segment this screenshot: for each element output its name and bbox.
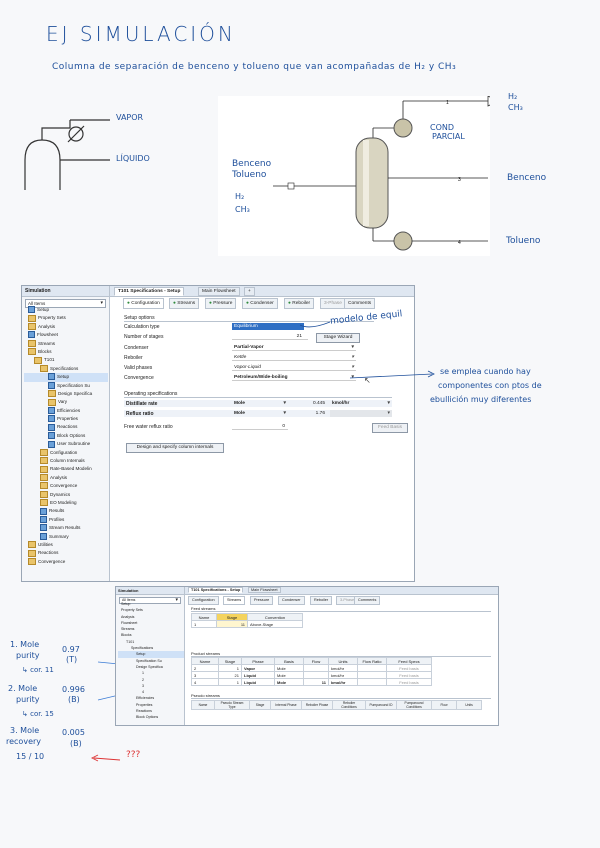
col-header: Units [457, 701, 482, 710]
convergence-select[interactable]: Petroleum/Wide-boiling ▾ [232, 374, 356, 381]
subtab-3phase[interactable]: 3-Phase [320, 298, 346, 309]
tree-item[interactable]: Utilities [24, 541, 108, 549]
tab-main-flowsheet[interactable]: Main Flowsheet [198, 287, 240, 296]
col-header: Name [192, 614, 217, 621]
feed-streams-header: Feed streams [191, 606, 491, 612]
tree-item[interactable]: Results [24, 507, 108, 515]
tree-item[interactable]: Efficiencies [24, 407, 108, 415]
tree-item[interactable]: Reactions [24, 423, 108, 431]
cond-label: COND [430, 123, 455, 132]
aspen-window-streams [115, 586, 499, 726]
recovery-line: 3. Mole [10, 726, 40, 735]
op-specs-header: Operating specifications [124, 391, 392, 398]
tree-item[interactable]: Dynamics [24, 491, 108, 499]
tolueno-in-label: Tolueno [232, 170, 267, 180]
liquido-label: LÍQUIDO [116, 154, 150, 163]
cell[interactable] [304, 672, 329, 679]
tree-item[interactable]: Properties [24, 415, 108, 423]
calc-type-label: Calculation type [124, 324, 160, 330]
table-row[interactable] [192, 621, 303, 628]
modelo-note: modelo de equil [329, 309, 403, 327]
recovery-component: (B) [70, 739, 82, 748]
col-header: Pumparound ID [366, 701, 397, 710]
subtab-streams[interactable]: Streams [223, 596, 245, 605]
subtab-3phase[interactable]: 3-Phase [336, 596, 358, 605]
tree-item[interactable]: EO Modeling [24, 499, 108, 507]
col-header: Stage [250, 701, 271, 710]
col-header: Reboiler Conditions [333, 701, 366, 710]
tree-item[interactable]: Profiles [24, 516, 108, 524]
col-header: Stage [219, 658, 242, 665]
check-icon: ● [173, 301, 176, 306]
tree-item[interactable]: T101 [24, 356, 108, 364]
col-header: Internal Phase [271, 701, 302, 710]
purity-1-component: (T) [66, 655, 78, 664]
tab-t101-setup[interactable]: T101 Specifications - Setup [188, 587, 243, 593]
tree-item[interactable]: Convergence [24, 482, 108, 490]
tree-item[interactable]: Specifications [24, 365, 108, 373]
benceno-out-label: Benceno [507, 173, 547, 183]
tree-item[interactable]: Flowsheet [121, 620, 138, 625]
tree-item[interactable]: Blocks [121, 633, 132, 638]
ch3-in-label: CH₃ [235, 205, 250, 214]
vapor-label: VAPOR [116, 113, 144, 122]
tree-item[interactable]: Blocks [24, 348, 108, 356]
subtab-condenser[interactable]: Condenser [278, 596, 305, 605]
tree-item[interactable]: Specification Su [24, 382, 108, 390]
col-header: Convention [248, 614, 303, 621]
subtab-pressure[interactable]: Pressure [250, 596, 273, 605]
col-header: Pumparound Conditions [397, 701, 432, 710]
condenser-label: Condenser [124, 345, 149, 351]
purity-2-component: (B) [68, 695, 80, 704]
tree-item[interactable]: Analysis [24, 474, 108, 482]
tree-item[interactable]: Design Specifica [136, 664, 163, 669]
stages-label: Number of stages [124, 334, 164, 340]
mouse-cursor-icon: ↖ [364, 376, 371, 385]
tree-item[interactable]: Reactions [24, 549, 108, 557]
question-mark: ??? [126, 750, 141, 760]
tab-add[interactable]: + [244, 287, 255, 296]
subtab-condenser[interactable]: ● Condenser [242, 298, 278, 309]
calc-type-field[interactable]: Equilibrium [232, 323, 304, 330]
col-header: Flow [432, 701, 457, 710]
check-icon: ● [127, 301, 130, 306]
condenser-select[interactable]: Partial-Vapor ▾ [232, 344, 356, 351]
col-header: Reboiler Phase [302, 701, 333, 710]
col-header: Name [192, 658, 219, 665]
svg-text:3: 3 [458, 177, 461, 183]
cell[interactable]: kmol/hr [329, 679, 358, 686]
tree-item[interactable]: Property Sets [121, 608, 143, 613]
cell[interactable]: Mole [275, 672, 304, 679]
ch3-out-label: CH₃ [508, 103, 523, 112]
cell[interactable]: Feed basis [387, 665, 432, 672]
tree-item[interactable]: Setup [121, 602, 131, 606]
cell[interactable]: 21 [219, 672, 242, 679]
cell[interactable]: kmol/hr [329, 672, 358, 679]
nav-tree [118, 601, 184, 721]
cell[interactable]: kmol/hr [329, 665, 358, 672]
subtab-pressure[interactable]: ● Pressure [205, 298, 236, 309]
recovery-value: 0.005 [62, 728, 85, 737]
convergence-label: Convergence [124, 375, 154, 381]
tree-item[interactable]: Stream Results [24, 524, 108, 532]
cell[interactable]: Above-Stage [248, 621, 303, 628]
tree-item[interactable]: T101 [126, 639, 135, 644]
cell[interactable]: Liquid [242, 679, 275, 686]
tree-item[interactable]: Streams [24, 340, 108, 348]
explanation-line-1: se emplea cuando hay [440, 367, 531, 376]
feed-basis-button[interactable]: Feed Basis [372, 423, 408, 433]
tree-item-selected[interactable]: Setup [118, 651, 184, 657]
subtab-comments[interactable]: Comments [344, 298, 375, 309]
tree-item[interactable]: Efficiencies [136, 696, 155, 701]
reflux-basis-select[interactable]: Mole ▾ [232, 410, 288, 417]
cell[interactable] [358, 672, 387, 679]
h2-out-label: H₂ [508, 92, 518, 101]
subtab-streams[interactable]: ● Streams [169, 298, 199, 309]
tree-item[interactable]: Analysis [121, 614, 135, 619]
col-header: Flow [304, 658, 329, 665]
tree-item-selected[interactable]: Setup [24, 373, 108, 381]
setup-options-header: Setup options [124, 315, 374, 322]
col-header: Feed Specs [387, 658, 432, 665]
reflux-label: Reflux ratio [126, 411, 154, 417]
tree-item[interactable]: Rate-Based Modelin [24, 465, 108, 473]
cell[interactable]: 1 [219, 679, 242, 686]
cell[interactable] [358, 665, 387, 672]
stage-wizard-button[interactable]: Stage Wizard [316, 333, 360, 343]
tree-item[interactable]: User Subroutine [24, 440, 108, 448]
tree-item[interactable]: Specification Su [136, 658, 162, 663]
nav-filter-select[interactable]: All Items ▾ [119, 597, 181, 604]
cell[interactable]: Mole [275, 679, 304, 686]
recovery-line-b: recovery [6, 737, 42, 746]
pseudo-streams-header: Pseudo streams [191, 693, 491, 699]
tree-item[interactable]: Property Sets [24, 314, 108, 322]
tree-item[interactable]: Summary [24, 533, 108, 541]
explanation-line-2: componentes con ptos de [438, 381, 542, 390]
subtab-reboiler[interactable]: ● Reboiler [284, 298, 314, 309]
cell[interactable]: Mole [275, 665, 304, 672]
distillate-unit-select[interactable]: kmol/hr ▾ [330, 400, 392, 407]
col-header: Stage [217, 614, 248, 621]
col-header: Name [192, 701, 215, 710]
tab-t101-setup[interactable]: T101 Specifications - Setup [114, 287, 184, 296]
tree-item[interactable]: Configuration [24, 449, 108, 457]
tree-item[interactable]: 1 [142, 671, 144, 676]
subtab-configuration[interactable]: ● Configuration [123, 298, 164, 309]
distillate-basis-select[interactable]: Mole ▾ [232, 400, 288, 407]
tree-item[interactable]: Specifications [131, 646, 154, 651]
parcial-label: PARCIAL [432, 132, 465, 141]
reflux-value-input[interactable]: 1.76 [315, 411, 325, 416]
product-streams-header: Product streams [191, 651, 491, 657]
purity-2-stage: ↳ cor. 15 [22, 710, 54, 718]
h2-in-label: H₂ [235, 192, 245, 201]
reboiler-label: Reboiler [124, 355, 143, 361]
purity-1-value: 0.97 [62, 645, 80, 654]
col-header: Basis [275, 658, 304, 665]
distillate-label: Distillate rate [126, 401, 158, 407]
svg-text:1: 1 [446, 100, 449, 106]
tree-item[interactable]: Column Internals [24, 457, 108, 465]
distillate-value-input[interactable]: 0.445 [312, 401, 325, 406]
tree-item[interactable]: Block Options [136, 715, 159, 720]
cell[interactable]: Liquid [242, 672, 275, 679]
table-row[interactable] [192, 665, 432, 672]
svg-text:4: 4 [458, 240, 461, 246]
cell[interactable] [358, 679, 387, 686]
free-water-input[interactable]: 0 [232, 423, 288, 430]
tree-item[interactable]: Reactions [136, 709, 152, 714]
col-header: Phase [242, 658, 275, 665]
cell[interactable]: 1 [219, 665, 242, 672]
tree-item[interactable]: Vary [24, 398, 108, 406]
purity-1-line: 1. Mole [10, 640, 40, 649]
tree-item[interactable]: Design Specifica [24, 390, 108, 398]
cell[interactable]: 4 [192, 679, 219, 686]
subtab-comments[interactable]: Comments [354, 596, 380, 605]
pseudo-streams-table [191, 700, 482, 710]
tree-item[interactable]: Block Options [24, 432, 108, 440]
explanation-line-3: ebullición muy diferentes [430, 395, 532, 404]
subtab-reboiler[interactable]: Reboiler [310, 596, 332, 605]
subtitle: Columna de separación de benceno y tolueno que van acompañadas de H₂ y CH₃ [52, 62, 457, 72]
tree-item[interactable]: Analysis [24, 323, 108, 331]
nav-title: Simulation [116, 587, 184, 595]
cell[interactable]: 11 [217, 621, 248, 628]
tab-main-flowsheet[interactable]: Main Flowsheet [248, 587, 281, 593]
feed-streams-table [191, 613, 303, 628]
table-row[interactable] [192, 679, 432, 686]
valid-phases-label: Valid phases [124, 365, 153, 371]
valid-phases-select[interactable]: Vapor-Liquid ▾ [232, 364, 356, 371]
purity-1-line-b: purity [16, 651, 40, 660]
purity-2-line: 2. Mole [8, 684, 38, 693]
cell[interactable]: 2 [192, 665, 219, 672]
check-icon: ● [209, 301, 212, 306]
design-internals-button[interactable]: Design and specify column internals [126, 443, 224, 453]
free-water-label: Free water reflux ratio [124, 424, 173, 430]
page-title: EJ SIMULACIÓN [46, 22, 236, 46]
recovery-ratio: 15 / 10 [16, 752, 45, 761]
subtab-configuration[interactable]: Configuration [188, 596, 219, 605]
tree-item[interactable]: 3 [142, 683, 144, 688]
product-streams-table [191, 657, 432, 686]
nav-filter-select[interactable]: All Items ▾ [25, 299, 106, 308]
tree-item[interactable]: Properties [136, 702, 153, 707]
check-icon: ● [288, 301, 291, 306]
col-header: Flow Ratio [358, 658, 387, 665]
benceno-in-label: Benceno [232, 159, 272, 169]
stages-input[interactable]: 21 [232, 333, 308, 340]
check-icon: ● [246, 301, 249, 306]
navigation-pane [116, 587, 185, 725]
cell[interactable]: 3 [192, 672, 219, 679]
cell[interactable]: 11 [304, 679, 329, 686]
tree-item[interactable]: Flowsheet [24, 331, 108, 339]
purity-2-line-b: purity [16, 695, 40, 704]
cell[interactable]: 1 [192, 621, 217, 628]
cell[interactable]: Feed basis [387, 679, 432, 686]
nav-title: Simulation [22, 286, 109, 297]
col-header: Units [329, 658, 358, 665]
table-row[interactable] [192, 672, 432, 679]
tree-item[interactable]: 4 [142, 690, 144, 695]
tolueno-out-label: Tolueno [506, 236, 541, 246]
tree-item[interactable]: 2 [142, 677, 144, 682]
purity-2-value: 0.996 [62, 685, 85, 694]
col-header: Pseudo Stream Type [215, 701, 250, 710]
purity-1-stage: ↳ cor. 11 [22, 666, 54, 674]
cell[interactable] [304, 665, 329, 672]
tree-item[interactable]: Streams [121, 627, 135, 632]
tree-item[interactable]: Convergence [24, 558, 108, 566]
tree-item[interactable]: Setup [24, 306, 108, 314]
cell[interactable]: Feed basis [387, 672, 432, 679]
cell[interactable]: Vapor [242, 665, 275, 672]
reboiler-select[interactable]: Kettle ▾ [232, 354, 356, 361]
